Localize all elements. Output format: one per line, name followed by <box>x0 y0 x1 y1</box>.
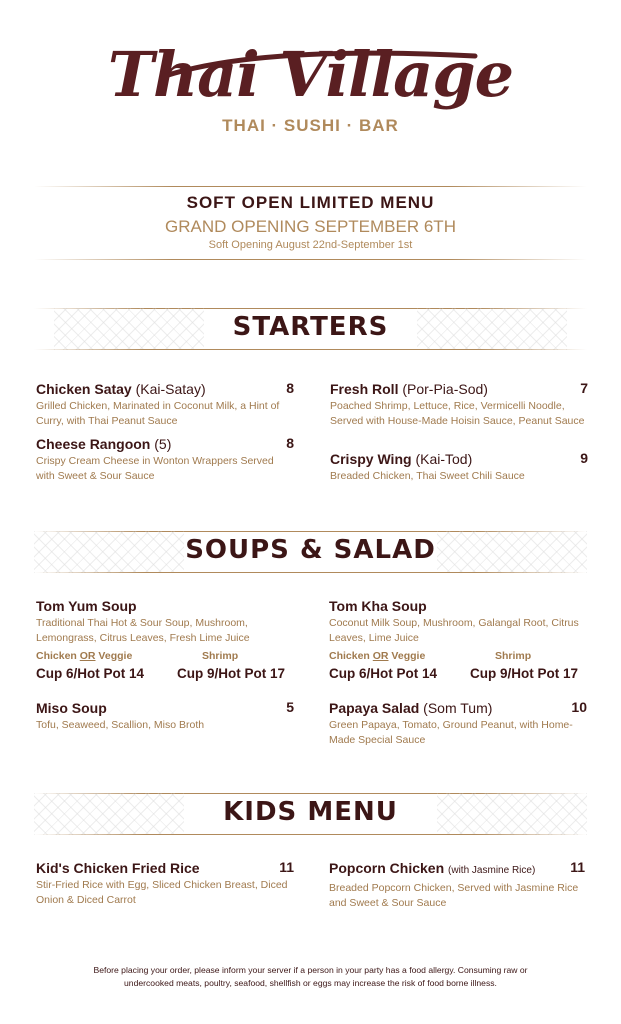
kids-section-header <box>34 793 587 835</box>
item-price: 7 <box>580 380 588 396</box>
menu-item-papaya-salad <box>329 699 587 748</box>
band-rule <box>34 572 587 573</box>
allergy-disclaimer: Before placing your order, please inform your server if a person in your party has a food allergy. Consuming raw or undercooked meats, poultry, seafood, shellfish or eggs may increase the risk of food borne illness. <box>93 965 528 988</box>
option-label-shrimp: Shrimp <box>495 650 532 662</box>
option-label-chicken-veggie: Chicken OR Veggie <box>36 650 133 662</box>
item-price: 8 <box>286 380 294 396</box>
item-alt-name: (Kai-Satay) <box>135 381 206 397</box>
item-name: Cheese Rangoon <box>36 436 151 452</box>
item-alt-name: (Por-Pia-Sod) <box>402 381 488 397</box>
item-description: Breaded Popcorn Chicken, Served with Jasmine Rice and Sweet & Sour Sauce <box>329 882 579 909</box>
item-description: Grilled Chicken, Marinated in Coconut Milk, a Hint of Curry, with Thai Peanut Sauce <box>36 400 280 427</box>
item-price: 9 <box>580 450 588 466</box>
menu-item-miso-soup <box>36 699 294 733</box>
section-title: KIDS MENU <box>223 797 398 827</box>
item-name: Tom Yum Soup <box>36 598 137 614</box>
brand-logo-text: Thai Village <box>107 38 514 111</box>
item-price: 10 <box>571 699 587 715</box>
item-price: 8 <box>286 435 294 451</box>
option-label-chicken-veggie: Chicken OR Veggie <box>329 650 426 662</box>
section-title: SOUPS & SALAD <box>185 535 436 565</box>
item-name: Popcorn Chicken <box>329 860 445 876</box>
band-rule <box>34 349 587 350</box>
item-name: Papaya Salad <box>329 700 420 716</box>
starters-section-header <box>34 308 587 350</box>
menu-item-tom-yum-soup <box>36 597 294 646</box>
item-description: Coconut Milk Soup, Mushroom, Galangal Root, Citrus Leaves, Lime Juice <box>329 617 579 644</box>
section-title: STARTERS <box>232 312 389 342</box>
option-price-chicken-veggie: Cup 6/Hot Pot 14 <box>329 666 438 681</box>
item-alt-name: (5) <box>154 436 172 452</box>
item-name: Chicken Satay <box>36 381 132 397</box>
band-rule <box>34 834 587 835</box>
menu-item-kids-fried-rice <box>36 859 294 908</box>
option-price-shrimp: Cup 9/Hot Pot 17 <box>470 666 579 681</box>
item-price: 11 <box>279 859 294 875</box>
item-name: Miso Soup <box>36 700 107 716</box>
item-alt-name: (Kai-Tod) <box>415 451 473 467</box>
item-name: Tom Kha Soup <box>329 598 427 614</box>
divider-bottom <box>34 259 587 260</box>
divider-top <box>34 186 587 187</box>
menu-item-popcorn-chicken <box>329 859 585 911</box>
soft-open-title: SOFT OPEN LIMITED MENU <box>186 193 435 212</box>
brand-subtitle: THAI · SUSHI · BAR <box>222 116 399 135</box>
item-alt-name: (Som Tum) <box>423 700 493 716</box>
item-price: 5 <box>286 699 294 715</box>
menu-item-chicken-satay <box>36 380 294 429</box>
brand-header <box>0 36 621 136</box>
item-name: Fresh Roll <box>330 381 399 397</box>
menu-item-tom-kha-soup <box>329 597 587 646</box>
menu-item-crispy-wing <box>330 450 588 484</box>
soups-section-header <box>34 531 587 573</box>
logo-swoosh-icon <box>160 50 480 80</box>
item-description: Poached Shrimp, Lettuce, Rice, Vermicelli Noodle, Served with House-Made Hoisin Sauce, Peanut Sauce <box>330 400 585 427</box>
item-price: 11 <box>570 859 585 875</box>
item-name: Crispy Wing <box>330 451 412 467</box>
item-description: Traditional Thai Hot & Sour Soup, Mushroom, Lemongrass, Citrus Leaves, Fresh Lime Juice <box>36 617 250 644</box>
item-description: Stir-Fried Rice with Egg, Sliced Chicken Breast, Diced Onion & Diced Carrot <box>36 879 288 906</box>
soft-opening-dates: Soft Opening August 22nd-September 1st <box>208 239 413 251</box>
item-description: Green Papaya, Tomato, Ground Peanut, with Home-Made Special Sauce <box>329 719 573 746</box>
item-description: Breaded Chicken, Thai Sweet Chili Sauce <box>330 470 525 482</box>
item-description: Tofu, Seaweed, Scallion, Miso Broth <box>36 719 205 731</box>
menu-item-fresh-roll <box>330 380 588 429</box>
option-price-chicken-veggie: Cup 6/Hot Pot 14 <box>36 666 145 681</box>
option-price-shrimp: Cup 9/Hot Pot 17 <box>177 666 286 681</box>
option-label-shrimp: Shrimp <box>202 650 239 662</box>
item-alt-name: (with Jasmine Rice) <box>448 865 536 876</box>
menu-item-cheese-rangoon <box>36 435 294 484</box>
item-name: Kid's Chicken Fried Rice <box>36 860 200 876</box>
item-description: Crispy Cream Cheese in Wonton Wrappers Served with Sweet & Sour Sauce <box>36 455 274 482</box>
grand-opening-text: GRAND OPENING SEPTEMBER 6TH <box>165 217 456 236</box>
